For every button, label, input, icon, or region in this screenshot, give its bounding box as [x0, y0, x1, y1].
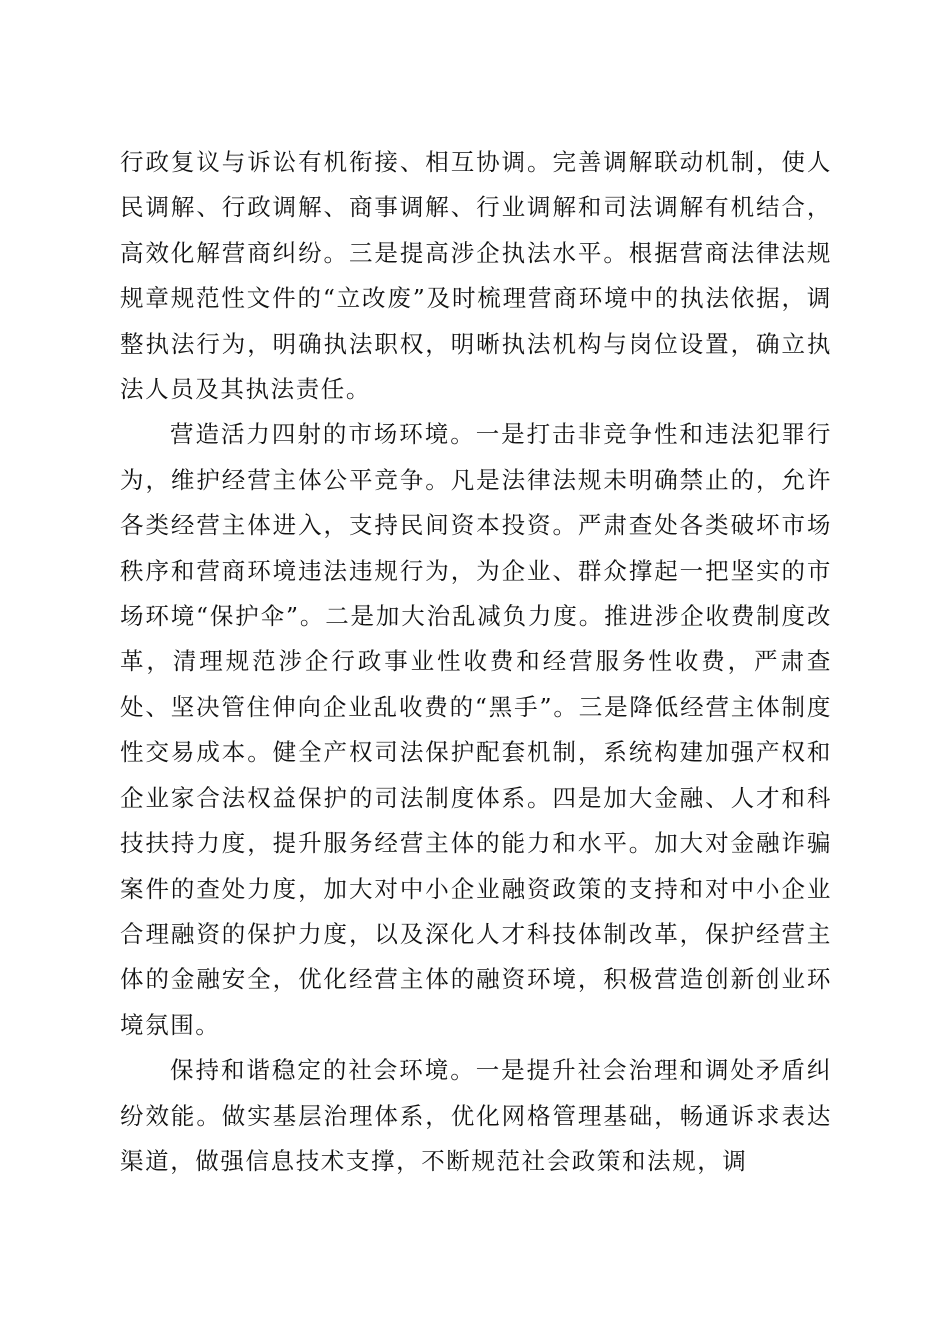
paragraph-social-environment: 保持和谐稳定的社会环境。一是提升社会治理和调处矛盾纠纷效能。做实基层治理体系，优化网格管理基础，畅通诉求表达渠道，做强信息技术支撑，不断规范社会政策和法规，调	[120, 1056, 832, 1175]
paragraph-continuation: 行政复议与诉讼有机衔接、相互协调。完善调解联动机制，使人民调解、行政调解、商事调解、行业调解和司法调解有机结合，高效化解营商纠纷。三是提高涉企执法水平。根据营商法律法规规章规范性文件的“立改废”及时梳理营商环境中的执法依据，调整执法行为，明确执法职权，明晰执法机构与岗位设置，确立执法人员及其执法责任。	[120, 148, 832, 404]
document-body	[120, 140, 832, 1184]
paragraph-market-environment: 营造活力四射的市场环境。一是打击非竞争性和违法犯罪行为，维护经营主体公平竞争。凡是法律法规未明确禁止的，允许各类经营主体进入，支持民间资本投资。严肃查处各类破坏市场秩序和营商环境违法违规行为，为企业、群众撑起一把坚实的市场环境“保护伞”。二是加大治乱减负力度。推进涉企收费制度改革，清理规范涉企行政事业性收费和经营服务性收费，严肃查处、坚决管住伸向企业乱收费的“黑手”。三是降低经营主体制度性交易成本。健全产权司法保护配套机制，系统构建加强产权和企业家合法权益保护的司法制度体系。四是加大金融、人才和科技扶持力度，提升服务经营主体的能力和水平。加大对金融诈骗案件的查处力度，加大对中小企业融资政策的支持和对中小企业合理融资的保护力度，以及深化人才科技体制改革，保护经营主体的金融安全，优化经营主体的融资环境，积极营造创新创业环境氛围。	[120, 420, 832, 1039]
